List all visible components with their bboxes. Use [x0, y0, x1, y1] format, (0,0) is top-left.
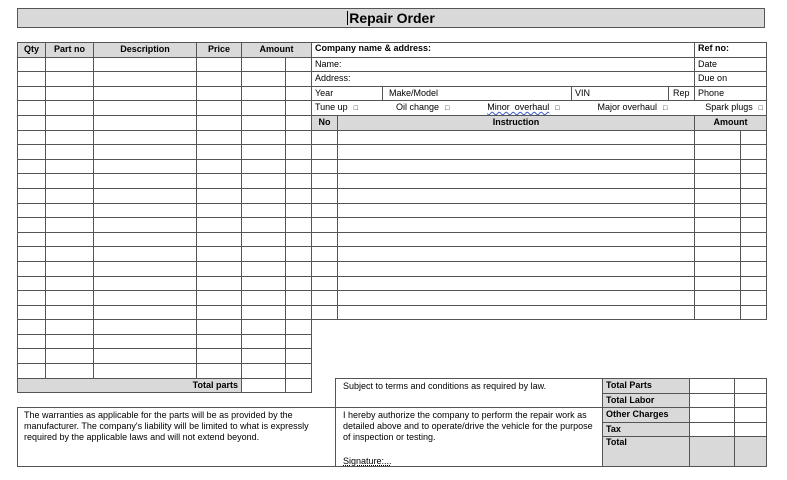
amount-cents-cell[interactable] [286, 334, 312, 349]
major-overhaul-option[interactable] [597, 102, 667, 114]
tune-up-label: Tune up [315, 102, 348, 113]
instruction-cell[interactable] [338, 174, 695, 189]
due-label: Due on [698, 73, 728, 84]
parts-row [18, 115, 312, 130]
parts-row [18, 291, 312, 306]
qty-cell[interactable] [18, 86, 46, 101]
description-cell[interactable] [94, 159, 197, 174]
year-field[interactable] [312, 86, 383, 101]
qty-cell[interactable] [18, 349, 46, 364]
order-info-table [311, 42, 767, 320]
qty-cell[interactable] [18, 364, 46, 379]
part-no-cell[interactable] [46, 130, 94, 145]
qty-cell[interactable] [18, 261, 46, 276]
instruction-no-cell[interactable] [312, 218, 338, 233]
amount-cents-cell[interactable] [286, 174, 312, 189]
description-cell[interactable] [94, 174, 197, 189]
qty-cell[interactable] [18, 276, 46, 291]
totals-block [602, 378, 766, 467]
instruction-cell[interactable] [338, 159, 695, 174]
instruction-cell[interactable] [338, 130, 695, 145]
parts-row [18, 57, 312, 72]
price-cell[interactable] [197, 57, 242, 72]
part-no-cell[interactable] [46, 86, 94, 101]
instruction-amount-cents-cell[interactable] [741, 276, 767, 291]
name-label: Name: [315, 58, 342, 69]
amount-cell[interactable] [242, 261, 286, 276]
instruction-cell[interactable] [338, 291, 695, 306]
part-no-cell[interactable] [46, 291, 94, 306]
total-parts-summary-cents[interactable] [735, 379, 767, 394]
phone-field[interactable] [695, 86, 767, 101]
total-labor-label: Total Labor [603, 393, 690, 408]
amount-cell[interactable] [242, 364, 286, 379]
instruction-row [312, 276, 767, 291]
qty-cell[interactable] [18, 334, 46, 349]
qty-cell[interactable] [18, 203, 46, 218]
total-labor-value[interactable] [690, 393, 735, 408]
date-label: Date [698, 58, 718, 69]
amount-cell[interactable] [242, 145, 286, 160]
totals-table [602, 378, 767, 467]
description-cell[interactable] [94, 232, 197, 247]
amount-cell[interactable] [242, 174, 286, 189]
instruction-amount-cell[interactable] [695, 130, 741, 145]
part-no-cell[interactable] [46, 334, 94, 349]
year-label: Year [315, 88, 334, 99]
services-row [312, 101, 767, 116]
instruction-row [312, 232, 767, 247]
price-cell[interactable] [197, 334, 242, 349]
parts-row [18, 188, 312, 203]
tax-cents[interactable] [735, 422, 767, 437]
parts-row [18, 247, 312, 262]
instruction-amount-cell[interactable] [695, 188, 741, 203]
price-cell[interactable] [197, 159, 242, 174]
price-cell[interactable] [197, 188, 242, 203]
amount-cents-cell[interactable] [286, 291, 312, 306]
price-cell[interactable] [197, 101, 242, 116]
instructions-body [312, 130, 767, 320]
description-cell[interactable] [94, 72, 197, 87]
description-cell[interactable] [94, 261, 197, 276]
instruction-amount-cents-cell[interactable] [741, 218, 767, 233]
instructions-header-row [312, 115, 767, 130]
grand-total-label: Total [603, 437, 690, 467]
qty-cell[interactable] [18, 101, 46, 116]
instruction-row [312, 261, 767, 276]
qty-cell[interactable] [18, 145, 46, 160]
price-cell[interactable] [197, 232, 242, 247]
parts-row [18, 261, 312, 276]
part-no-cell[interactable] [46, 276, 94, 291]
phone-label: Phone [698, 88, 725, 99]
oil-change-label: Oil change [395, 102, 439, 113]
instruction-row [312, 188, 767, 203]
qty-cell[interactable] [18, 130, 46, 145]
ref-cell[interactable] [695, 43, 767, 58]
instruction-amount-cell[interactable] [695, 276, 741, 291]
price-cell[interactable] [197, 320, 242, 335]
authorization-text: I hereby authorize the company to perform the repair work as detailed above and to operate/drive the vehicle for the purpose of inspection or testing. [343, 410, 593, 442]
amount-cell[interactable] [242, 72, 286, 87]
amount-cell[interactable] [242, 320, 286, 335]
instruction-amount-cell[interactable] [695, 174, 741, 189]
description-cell[interactable] [94, 145, 197, 160]
price-cell[interactable] [197, 247, 242, 262]
description-cell[interactable] [94, 115, 197, 130]
major-overhaul-label: Major overhaul [597, 102, 657, 113]
amount-cents-cell[interactable] [286, 188, 312, 203]
description-cell[interactable] [94, 218, 197, 233]
total-labor-cents[interactable] [735, 393, 767, 408]
part-no-cell[interactable] [46, 188, 94, 203]
parts-row [18, 101, 312, 116]
part-no-cell[interactable] [46, 349, 94, 364]
qty-cell[interactable] [18, 291, 46, 306]
instruction-no-cell[interactable] [312, 203, 338, 218]
checkbox-icon[interactable]: □ [444, 105, 450, 113]
vehicle-row [312, 86, 767, 101]
instruction-amount-cents-cell[interactable] [741, 305, 767, 320]
qty-cell[interactable] [18, 115, 46, 130]
instruction-cell[interactable] [338, 305, 695, 320]
amount-cents-cell[interactable] [286, 159, 312, 174]
amount-cents-cell[interactable] [286, 115, 312, 130]
price-cell[interactable] [197, 291, 242, 306]
make-field[interactable] [383, 86, 572, 101]
parts-row [18, 72, 312, 87]
amount-cents-cell[interactable] [286, 305, 312, 320]
instruction-amount-cents-cell[interactable] [741, 232, 767, 247]
instruction-row [312, 174, 767, 189]
part-no-cell[interactable] [46, 115, 94, 130]
amount-cell[interactable] [242, 130, 286, 145]
amount-cell[interactable] [242, 188, 286, 203]
description-cell[interactable] [94, 130, 197, 145]
tax-value[interactable] [690, 422, 735, 437]
instruction-row [312, 159, 767, 174]
instruction-amount-cents-cell[interactable] [741, 174, 767, 189]
amount-cents-cell[interactable] [286, 203, 312, 218]
price-cell[interactable] [197, 305, 242, 320]
qty-cell[interactable] [18, 159, 46, 174]
instruction-row [312, 203, 767, 218]
services-cell [312, 101, 767, 116]
amount-cell[interactable] [242, 276, 286, 291]
qty-cell[interactable] [18, 232, 46, 247]
description-header: Description [94, 43, 197, 58]
price-cell[interactable] [197, 218, 242, 233]
instruction-header: Instruction [338, 115, 695, 130]
description-cell[interactable] [94, 188, 197, 203]
amount-cell[interactable] [242, 218, 286, 233]
description-cell[interactable] [94, 276, 197, 291]
instruction-cell[interactable] [338, 145, 695, 160]
qty-cell[interactable] [18, 247, 46, 262]
instruction-amount-cell[interactable] [695, 247, 741, 262]
amount-cell[interactable] [242, 57, 286, 72]
instruction-cell[interactable] [338, 218, 695, 233]
instruction-cell[interactable] [338, 232, 695, 247]
name-row [312, 57, 767, 72]
parts-row [18, 130, 312, 145]
amount-cents-cell[interactable] [286, 130, 312, 145]
qty-cell[interactable] [18, 57, 46, 72]
parts-row [18, 159, 312, 174]
amount-cents-cell[interactable] [286, 101, 312, 116]
amount-cell[interactable] [242, 232, 286, 247]
instruction-cell[interactable] [338, 261, 695, 276]
instruction-cell[interactable] [338, 188, 695, 203]
parts-row [18, 145, 312, 160]
due-field[interactable] [695, 72, 767, 87]
amount-cell[interactable] [242, 203, 286, 218]
instruction-row [312, 218, 767, 233]
price-cell[interactable] [197, 72, 242, 87]
amount-cents-cell[interactable] [286, 86, 312, 101]
qty-cell[interactable] [18, 174, 46, 189]
amount-cents-cell[interactable] [286, 72, 312, 87]
amount-cents-cell[interactable] [286, 276, 312, 291]
parts-row [18, 320, 312, 335]
part-no-cell[interactable] [46, 174, 94, 189]
amount-cell[interactable] [242, 159, 286, 174]
instruction-no-cell[interactable] [312, 276, 338, 291]
amount-cell[interactable] [242, 334, 286, 349]
instruction-no-cell[interactable] [312, 130, 338, 145]
instruction-amount-cents-cell[interactable] [741, 247, 767, 262]
part-no-cell[interactable] [46, 159, 94, 174]
part-no-cell[interactable] [46, 57, 94, 72]
instruction-row [312, 130, 767, 145]
description-cell[interactable] [94, 57, 197, 72]
amount-cents-cell[interactable] [286, 247, 312, 262]
checkbox-icon[interactable]: □ [663, 105, 668, 113]
page-title: Repair Order [349, 10, 435, 26]
amount-cell[interactable] [242, 349, 286, 364]
instruction-no-cell[interactable] [312, 232, 338, 247]
price-cell[interactable] [197, 261, 242, 276]
qty-cell[interactable] [18, 305, 46, 320]
grand-total-value[interactable] [690, 437, 735, 467]
total-parts-label: Total parts [18, 378, 242, 393]
part-no-cell[interactable] [46, 320, 94, 335]
instruction-amount-cell[interactable] [695, 232, 741, 247]
grand-total-cents[interactable] [735, 437, 767, 467]
price-cell[interactable] [197, 364, 242, 379]
other-charges-value[interactable] [690, 408, 735, 423]
instruction-amount-cents-cell[interactable] [741, 203, 767, 218]
instruction-cell[interactable] [338, 203, 695, 218]
other-charges-cents[interactable] [735, 408, 767, 423]
price-cell[interactable] [197, 349, 242, 364]
parts-row [18, 174, 312, 189]
price-cell[interactable] [197, 145, 242, 160]
checkbox-icon[interactable]: □ [555, 105, 560, 113]
amount-cell[interactable] [242, 247, 286, 262]
instruction-row [312, 247, 767, 262]
amount-cell[interactable] [242, 101, 286, 116]
company-cell[interactable] [312, 43, 695, 58]
part-no-cell[interactable] [46, 247, 94, 262]
total-parts-summary-label: Total Parts [603, 379, 690, 394]
page-title-bar [17, 8, 765, 28]
description-cell[interactable] [94, 203, 197, 218]
amount-cell[interactable] [242, 305, 286, 320]
instruction-amount-cents-cell[interactable] [741, 159, 767, 174]
description-cell[interactable] [94, 101, 197, 116]
instruction-no-cell[interactable] [312, 247, 338, 262]
instruction-no-cell[interactable] [312, 188, 338, 203]
amount-cents-cell[interactable] [286, 349, 312, 364]
qty-cell[interactable] [18, 218, 46, 233]
part-no-header: Part no [46, 43, 94, 58]
part-no-cell[interactable] [46, 232, 94, 247]
parts-row [18, 305, 312, 320]
price-cell[interactable] [197, 86, 242, 101]
warranty-text: The warranties as applicable for the parts will be as provided by the manufacturer. The company's liability will be limited to what is expressly required by the applicable laws and will not extend beyond. [24, 410, 309, 442]
instruction-amount-cell[interactable] [695, 261, 741, 276]
rep-label: Rep [673, 88, 690, 99]
date-field[interactable] [695, 57, 767, 72]
description-cell[interactable] [94, 349, 197, 364]
minor-overhaul-label: Minor overhaul [487, 102, 550, 113]
instruction-amount-cents-cell[interactable] [741, 261, 767, 276]
instruction-amount-cell[interactable] [695, 218, 741, 233]
amount-cents-cell[interactable] [286, 232, 312, 247]
price-cell[interactable] [197, 130, 242, 145]
instruction-amount-cents-cell[interactable] [741, 145, 767, 160]
amount-cents-cell[interactable] [286, 57, 312, 72]
part-no-cell[interactable] [46, 305, 94, 320]
instruction-amount-cents-cell[interactable] [741, 130, 767, 145]
parts-table [17, 42, 312, 393]
instruction-amount-cell[interactable] [695, 203, 741, 218]
amount-cell[interactable] [242, 86, 286, 101]
oil-change-option[interactable] [396, 102, 449, 114]
instruction-no-cell[interactable] [312, 291, 338, 306]
instruction-no-cell[interactable] [312, 159, 338, 174]
checkbox-icon[interactable]: □ [353, 105, 358, 113]
minor-overhaul-option[interactable] [487, 102, 559, 114]
instruction-amount-cell[interactable] [695, 291, 741, 306]
instruction-row [312, 291, 767, 306]
parts-row [18, 276, 312, 291]
qty-cell[interactable] [18, 320, 46, 335]
instruction-amount-cents-cell[interactable] [741, 291, 767, 306]
instruction-amount-cell[interactable] [695, 305, 741, 320]
parts-row [18, 203, 312, 218]
part-no-cell[interactable] [46, 364, 94, 379]
part-no-cell[interactable] [46, 101, 94, 116]
qty-cell[interactable] [18, 72, 46, 87]
part-no-cell[interactable] [46, 72, 94, 87]
amount-cents-cell[interactable] [286, 364, 312, 379]
address-field[interactable] [312, 72, 695, 87]
description-cell[interactable] [94, 334, 197, 349]
instruction-cell[interactable] [338, 276, 695, 291]
instruction-row [312, 305, 767, 320]
spark-plugs-label: Spark plugs [705, 102, 753, 113]
description-cell[interactable] [94, 305, 197, 320]
instruction-amount-cell[interactable] [695, 159, 741, 174]
description-cell[interactable] [94, 320, 197, 335]
company-label: Company name & address: [315, 43, 432, 53]
instruction-no-cell[interactable] [312, 174, 338, 189]
part-no-cell[interactable] [46, 145, 94, 160]
tax-label: Tax [603, 422, 690, 437]
parts-row [18, 86, 312, 101]
amount-cell[interactable] [242, 115, 286, 130]
no-header: No [312, 115, 338, 130]
description-cell[interactable] [94, 86, 197, 101]
parts-header-row [18, 43, 312, 58]
instruction-no-cell[interactable] [312, 305, 338, 320]
parts-row [18, 232, 312, 247]
price-cell[interactable] [197, 115, 242, 130]
parts-row [18, 334, 312, 349]
address-row [312, 72, 767, 87]
checkbox-icon[interactable]: □ [758, 105, 763, 113]
description-cell[interactable] [94, 247, 197, 262]
amount-cents-cell[interactable] [286, 218, 312, 233]
vin-label: VIN [575, 88, 591, 99]
amount-cell[interactable] [242, 291, 286, 306]
ref-label: Ref no: [698, 43, 730, 53]
total-parts-summary-value[interactable] [690, 379, 735, 394]
part-no-cell[interactable] [46, 203, 94, 218]
name-field[interactable] [312, 57, 695, 72]
instruction-row [312, 145, 767, 160]
description-cell[interactable] [94, 291, 197, 306]
amount-cents-cell[interactable] [286, 320, 312, 335]
price-cell[interactable] [197, 276, 242, 291]
spark-plugs-option[interactable] [705, 102, 763, 114]
instruction-amount-cell[interactable] [695, 145, 741, 160]
instruction-no-cell[interactable] [312, 261, 338, 276]
instruction-amount-cents-cell[interactable] [741, 188, 767, 203]
parts-body [18, 57, 312, 378]
instruction-amount-header: Amount [695, 115, 767, 130]
instruction-no-cell[interactable] [312, 145, 338, 160]
price-cell[interactable] [197, 174, 242, 189]
amount-header: Amount [242, 43, 312, 58]
instruction-cell[interactable] [338, 247, 695, 262]
address-label: Address: [315, 73, 351, 84]
description-cell[interactable] [94, 364, 197, 379]
terms-text: Subject to terms and conditions as required by law. [343, 381, 547, 391]
amount-cents-cell[interactable] [286, 145, 312, 160]
amount-cents-cell[interactable] [286, 261, 312, 276]
part-no-cell[interactable] [46, 218, 94, 233]
parts-row [18, 218, 312, 233]
qty-header: Qty [18, 43, 46, 58]
price-header: Price [197, 43, 242, 58]
vin-field[interactable] [572, 86, 669, 101]
other-charges-label: Other Charges [603, 408, 690, 423]
parts-row [18, 364, 312, 379]
signature-field[interactable]: Signature:... [343, 456, 392, 466]
tune-up-option[interactable] [315, 102, 358, 114]
rep-field[interactable] [669, 86, 695, 101]
parts-row [18, 349, 312, 364]
make-label: Make/Model [389, 88, 439, 99]
qty-cell[interactable] [18, 188, 46, 203]
price-cell[interactable] [197, 203, 242, 218]
part-no-cell[interactable] [46, 261, 94, 276]
